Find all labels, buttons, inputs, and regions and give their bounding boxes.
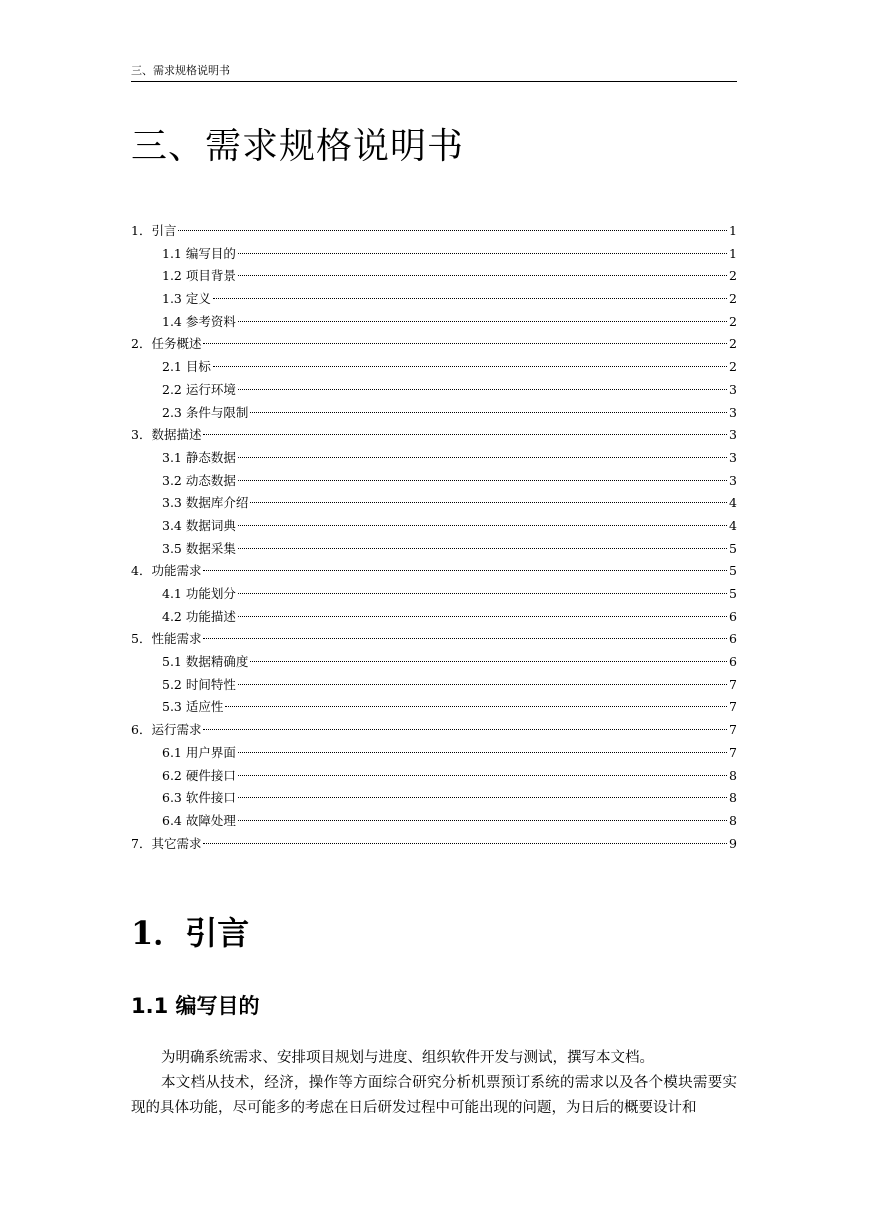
- toc-leader-dots: [238, 616, 727, 617]
- toc-entry[interactable]: [131, 538, 737, 561]
- toc-entry-label: 4.1 功能划分: [162, 586, 236, 601]
- toc-entry-page: 7: [729, 744, 737, 760]
- toc-entry[interactable]: [131, 379, 737, 402]
- toc-entry-label: 2．任务概述: [131, 336, 202, 352]
- toc-entry-label: 1.3 定义: [162, 291, 211, 307]
- toc-leader-dots: [238, 775, 727, 776]
- toc-entry[interactable]: [131, 628, 737, 651]
- toc-entry[interactable]: [131, 333, 737, 356]
- toc-entry-label: 6．运行需求: [131, 722, 202, 738]
- toc-entry-page: 3: [729, 472, 737, 488]
- toc-entry[interactable]: [131, 810, 737, 833]
- toc-leader-dots: [178, 230, 727, 231]
- toc-entry[interactable]: [131, 492, 737, 515]
- toc-entry[interactable]: [131, 765, 737, 788]
- toc-leader-dots: [250, 502, 727, 503]
- toc-entry-label: 6.1 用户界面: [162, 744, 236, 760]
- toc-leader-dots: [238, 321, 727, 322]
- paragraph: 本文档从技术，经济，操作等方面综合研究分析机票预订系统的需求以及各个模块需要实现的具体功能，尽可能多的考虑在日后研发过程中可能出现的问题，为日后的概要设计和: [131, 1075, 737, 1116]
- toc-entry[interactable]: [131, 651, 737, 674]
- toc-entry[interactable]: [131, 470, 737, 493]
- toc-entry-label: 6.2 硬件接口: [162, 767, 236, 783]
- toc-entry-label: 6.3 软件接口: [162, 790, 236, 806]
- toc-entry-page: 3: [729, 427, 737, 443]
- toc-entry-page: 6: [729, 608, 737, 624]
- toc-entry-page: 1: [729, 223, 737, 238]
- toc-entry-label: 5．性能需求: [131, 631, 202, 647]
- toc-entry[interactable]: [131, 288, 737, 311]
- toc-entry-label: 3.1 静态数据: [162, 449, 236, 465]
- toc-entry-page: 7: [729, 699, 737, 715]
- toc-entry[interactable]: [131, 719, 737, 742]
- toc-entry[interactable]: [131, 606, 737, 629]
- toc-leader-dots: [238, 548, 727, 549]
- body-text: [131, 1046, 737, 1121]
- toc-leader-dots: [238, 253, 727, 254]
- toc-leader-dots: [238, 275, 727, 276]
- document-title: 三、需求规格说明书: [131, 126, 465, 167]
- toc-entry-page: 2: [729, 313, 737, 329]
- toc-entry[interactable]: [131, 560, 737, 583]
- toc-entry-label: 5.3 适应性: [162, 699, 224, 715]
- toc-entry[interactable]: [131, 265, 737, 288]
- section-heading-introduction: 1．引言: [131, 914, 250, 952]
- toc-leader-dots: [213, 298, 727, 299]
- toc-entry[interactable]: [131, 833, 737, 856]
- toc-entry[interactable]: [131, 742, 737, 765]
- toc-leader-dots: [225, 706, 727, 707]
- toc-entry[interactable]: [131, 447, 737, 470]
- toc-entry-label: 5.1 数据精确度: [162, 654, 249, 670]
- toc-entry-label: 1.4 参考资料: [162, 313, 236, 329]
- toc-entry[interactable]: [131, 674, 737, 697]
- toc-entry-label: 1.2 项目背景: [162, 268, 236, 284]
- toc-leader-dots: [203, 729, 727, 730]
- toc-entry[interactable]: [131, 311, 737, 334]
- toc-entry[interactable]: [131, 424, 737, 447]
- toc-entry-page: 8: [729, 812, 737, 828]
- toc-entry[interactable]: [131, 356, 737, 379]
- toc-entry-page: 9: [729, 835, 737, 851]
- toc-leader-dots: [213, 366, 727, 367]
- toc-entry-label: 3.3 数据库介绍: [162, 495, 249, 511]
- paragraph: 为明确系统需求、安排项目规划与进度、组织软件开发与测试，撰写本文档。: [161, 1050, 654, 1066]
- toc-entry-label: 4.2 功能描述: [162, 608, 236, 624]
- toc-leader-dots: [238, 480, 727, 481]
- toc-entry-label: 3.4 数据词典: [162, 517, 236, 533]
- toc-entry[interactable]: [131, 402, 737, 425]
- toc-leader-dots: [203, 434, 727, 435]
- toc-entry[interactable]: [131, 787, 737, 810]
- toc-entry-page: 8: [729, 790, 737, 806]
- toc-entry-page: 4: [729, 517, 737, 533]
- toc-entry-page: 5: [729, 563, 737, 579]
- toc-leader-dots: [203, 638, 727, 639]
- toc-entry-label: 1.1 编写目的: [162, 245, 236, 261]
- toc-entry-label: 3．数据描述: [131, 427, 202, 443]
- toc-entry-page: 4: [729, 495, 737, 511]
- toc-entry[interactable]: [131, 696, 737, 719]
- toc-leader-dots: [203, 570, 727, 571]
- toc-entry-label: 3.2 动态数据: [162, 472, 236, 488]
- toc-entry-page: 6: [729, 631, 737, 647]
- toc-entry-label: 2.2 运行环境: [162, 381, 236, 397]
- toc-entry-label: 2.1 目标: [162, 359, 211, 375]
- toc-leader-dots: [203, 343, 727, 344]
- toc-entry-page: 2: [729, 336, 737, 352]
- toc-entry-page: 7: [729, 722, 737, 738]
- running-header: 三、需求规格说明书: [131, 62, 737, 82]
- toc-entry[interactable]: [131, 220, 737, 243]
- toc-entry[interactable]: [131, 515, 737, 538]
- toc-entry-page: 2: [729, 359, 737, 375]
- toc-entry-page: 8: [729, 767, 737, 783]
- toc-entry-page: 3: [729, 449, 737, 465]
- toc-entry-page: 5: [729, 586, 737, 601]
- toc-leader-dots: [238, 457, 727, 458]
- toc-entry-label: 5.2 时间特性: [162, 676, 236, 692]
- toc-entry-page: 2: [729, 268, 737, 284]
- toc-entry-label: 4．功能需求: [131, 563, 202, 579]
- toc-leader-dots: [238, 797, 727, 798]
- subsection-heading-purpose: 1.1 编写目的: [131, 994, 260, 1018]
- toc-leader-dots: [238, 389, 727, 390]
- toc-entry-page: 2: [729, 291, 737, 307]
- toc-leader-dots: [203, 843, 727, 844]
- toc-leader-dots: [238, 752, 727, 753]
- toc-leader-dots: [250, 412, 727, 413]
- toc-entry-page: 1: [729, 245, 737, 261]
- toc-entry-page: 5: [729, 540, 737, 556]
- toc-entry-page: 7: [729, 676, 737, 692]
- toc-leader-dots: [238, 525, 727, 526]
- toc-entry-label: 1．引言: [131, 223, 177, 238]
- toc-entry-label: 2.3 条件与限制: [162, 404, 249, 420]
- table-of-contents: [131, 220, 737, 855]
- toc-entry[interactable]: [131, 243, 737, 266]
- toc-entry-page: 6: [729, 654, 737, 670]
- toc-entry-label: 6.4 故障处理: [162, 812, 236, 828]
- toc-leader-dots: [238, 820, 727, 821]
- toc-entry[interactable]: [131, 583, 737, 606]
- toc-leader-dots: [238, 593, 727, 594]
- toc-leader-dots: [250, 661, 727, 662]
- toc-entry-page: 3: [729, 404, 737, 420]
- toc-leader-dots: [238, 684, 727, 685]
- toc-entry-label: 3.5 数据采集: [162, 540, 236, 556]
- toc-entry-label: 7．其它需求: [131, 835, 202, 851]
- toc-entry-page: 3: [729, 381, 737, 397]
